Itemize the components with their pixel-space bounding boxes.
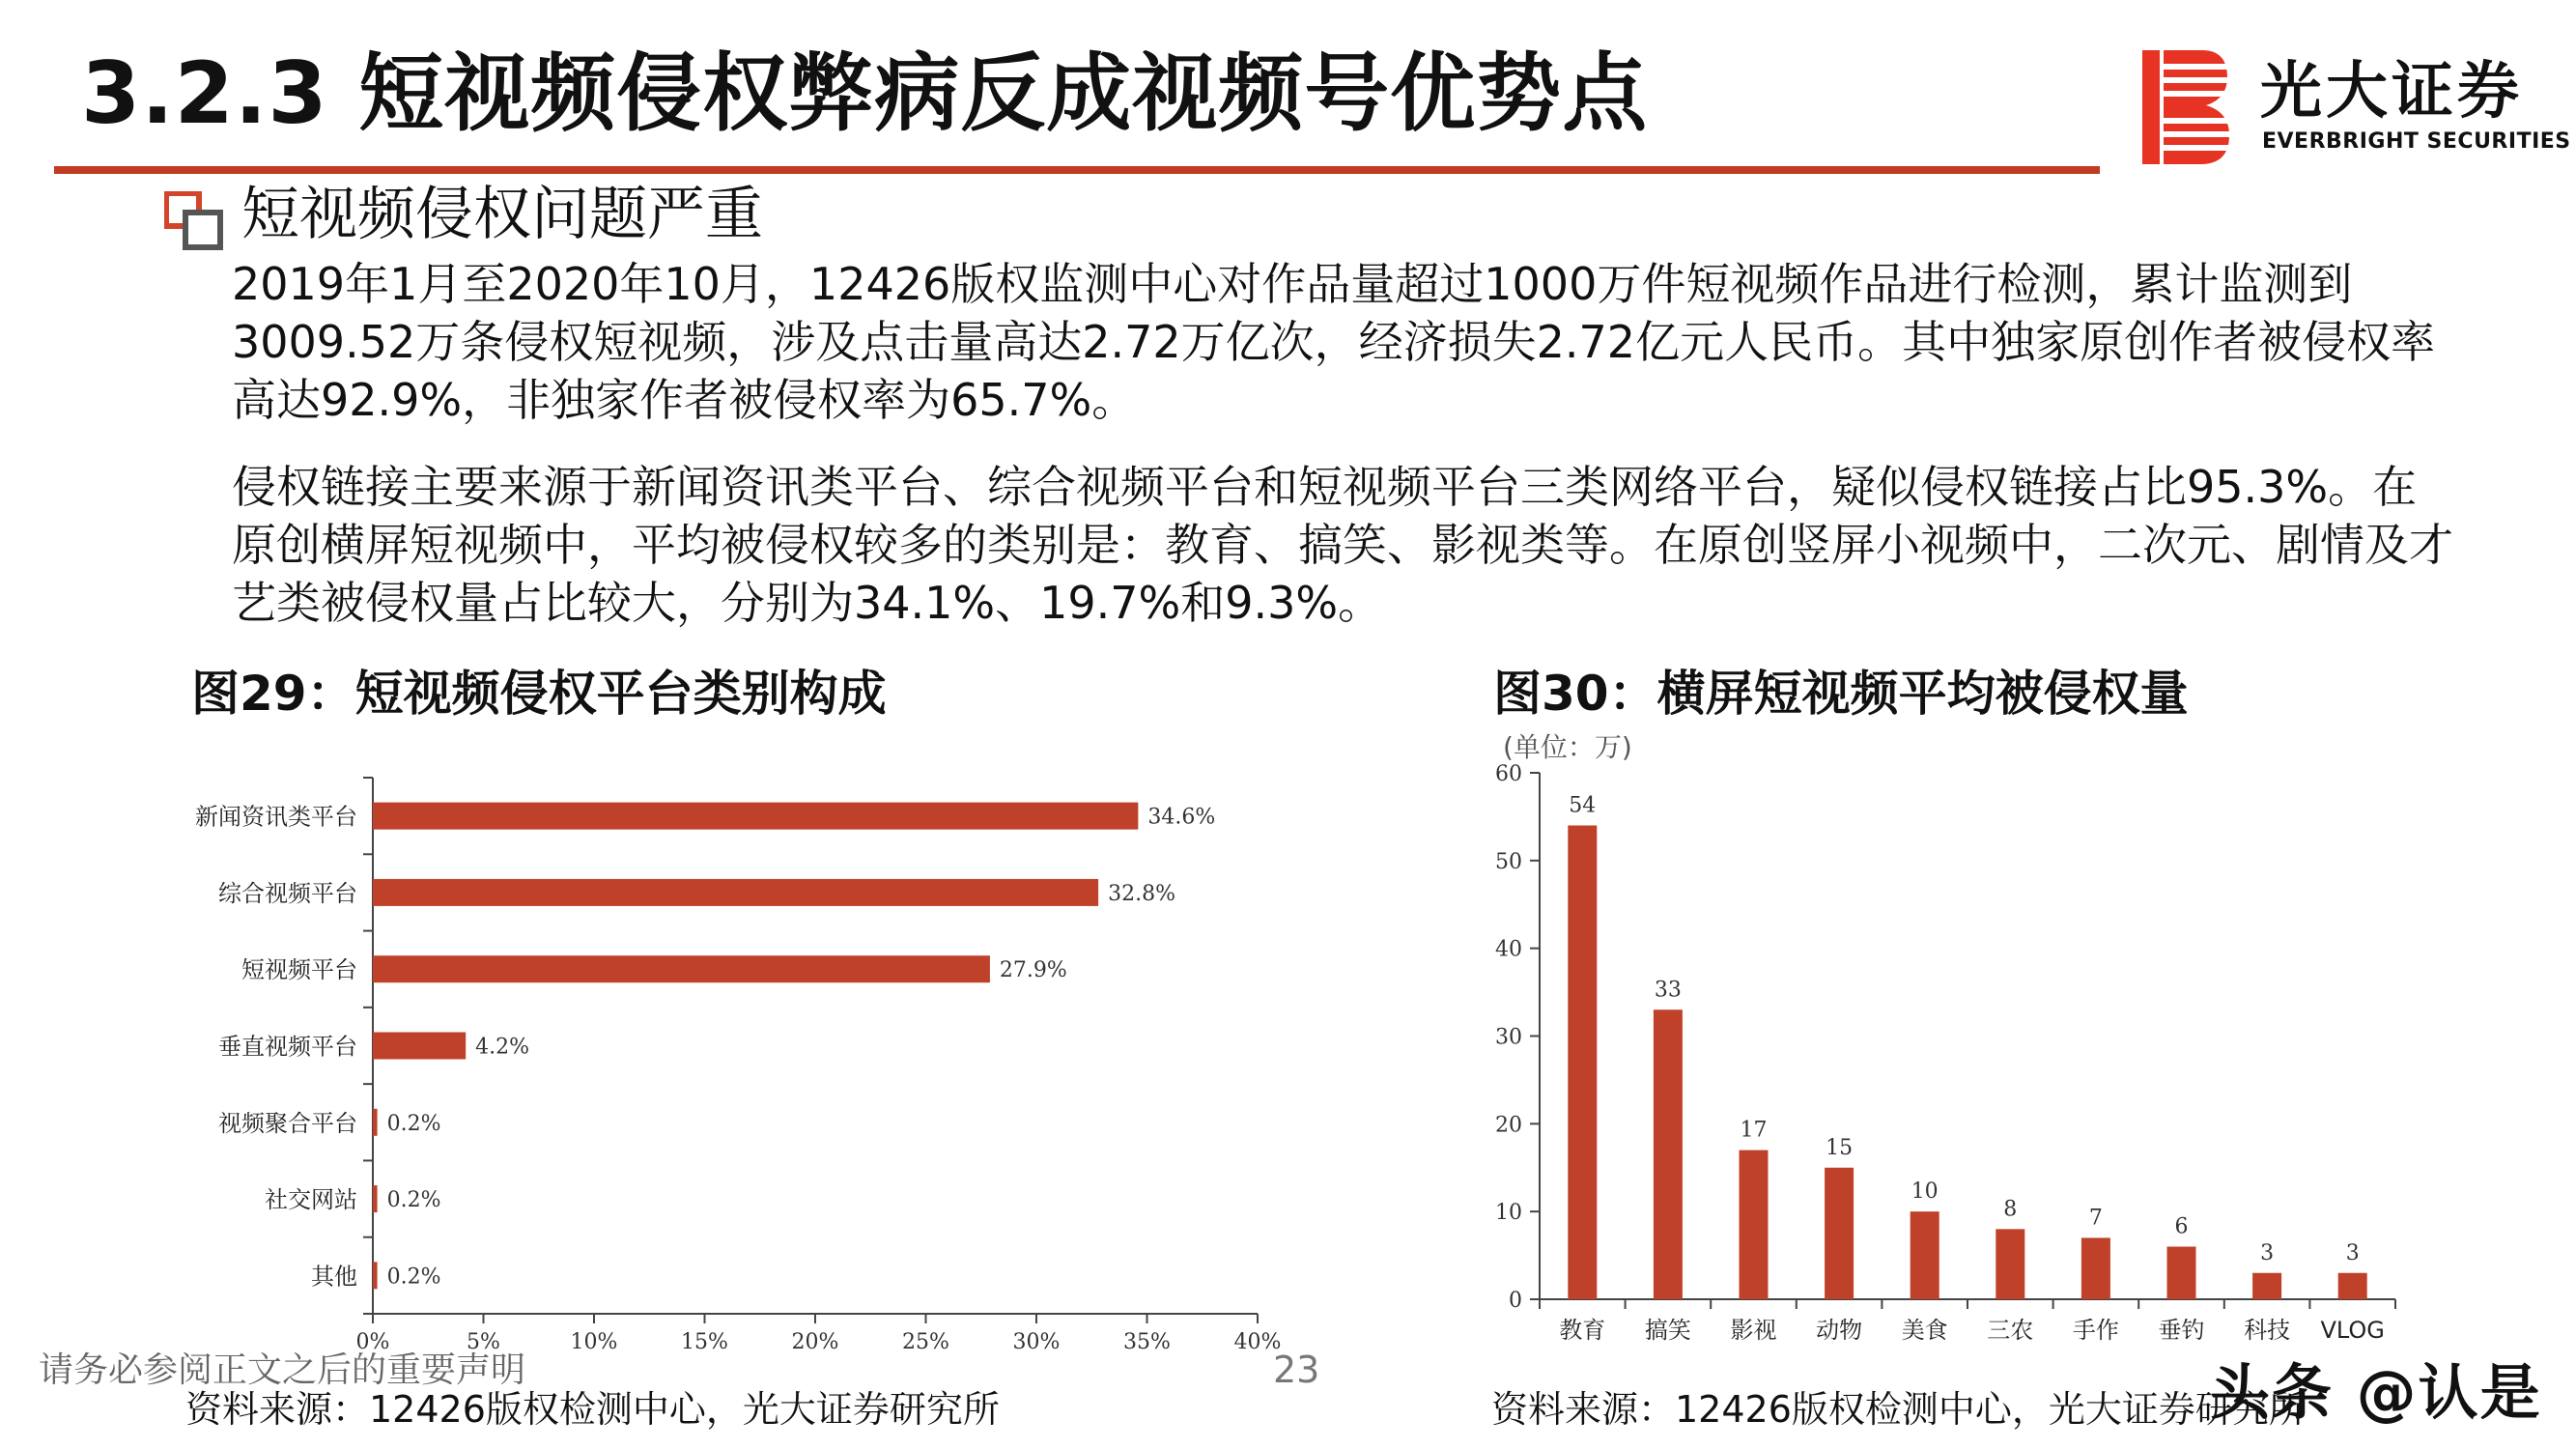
category-label: 垂直视频平台 [218, 1033, 357, 1061]
category-label: 手作 [2072, 1317, 2119, 1344]
everbright-logo-icon [2142, 50, 2229, 164]
bar [1911, 1211, 1939, 1299]
bar [1654, 1009, 1683, 1299]
data-label: 0.2% [386, 1264, 441, 1290]
category-label: 垂钓 [2158, 1317, 2205, 1344]
category-label: 社交网站 [265, 1186, 357, 1214]
category-label: 美食 [1901, 1317, 1948, 1344]
y-tick-label: 30 [1495, 1025, 1522, 1050]
bar [2167, 1247, 2196, 1300]
bar [373, 1185, 378, 1212]
x-tick-label: 20% [791, 1330, 839, 1354]
paragraph-infringement-sources: 侵权链接主要来源于新闻资讯类平台、综合视频平台和短视频平台三类网络平台，疑似侵权链接占比95.3%。在原创横屏短视频中，平均被侵权较多的类别是：教育、搞笑、影视类等。在原创竖屏小视频中，二次元、剧情及才艺类被侵权量占比较大，分别为34.1%、19.7%和9.3%。 [232, 461, 2453, 629]
y-tick-label: 50 [1495, 849, 1522, 874]
x-tick-label: 5% [467, 1330, 500, 1354]
figure-30-unit-label: (单位：万) [1503, 731, 1632, 763]
y-tick-label: 40 [1495, 937, 1522, 962]
x-tick-label: 30% [1012, 1330, 1061, 1354]
y-tick-label: 0 [1509, 1289, 1522, 1313]
bar [2081, 1237, 2110, 1299]
data-label: 8 [2003, 1197, 2018, 1222]
category-label: 影视 [1730, 1317, 1777, 1344]
x-tick-label: 10% [570, 1330, 618, 1354]
title-underline [54, 166, 2100, 174]
x-tick-label: 0% [355, 1330, 390, 1354]
y-tick-label: 20 [1495, 1113, 1522, 1138]
bar [373, 879, 1098, 906]
category-label: 搞笑 [1644, 1317, 1691, 1344]
data-label: 54 [1569, 793, 1597, 818]
page-title: 3.2.3 短视频侵权弊病反成视频号优势点 [81, 43, 1649, 143]
bar [1740, 1151, 1769, 1299]
bar [1825, 1168, 1854, 1299]
chart-platform-categories [145, 768, 1304, 1367]
x-tick-label: 35% [1123, 1330, 1171, 1354]
bar [1996, 1229, 2024, 1299]
data-label: 32.8% [1108, 881, 1176, 906]
category-label: 视频聚合平台 [218, 1109, 357, 1137]
x-tick-label: 15% [681, 1330, 728, 1354]
figure-30-source: 资料来源：12426版权检测中心，光大证券研究所 [1491, 1388, 2306, 1431]
data-label: 10 [1911, 1179, 1939, 1205]
category-label: 动物 [1816, 1317, 1863, 1344]
category-label: 其他 [311, 1263, 357, 1291]
data-label: 3 [2260, 1240, 2275, 1265]
section-heading: 短视频侵权问题严重 [241, 181, 763, 248]
data-label: 15 [1826, 1135, 1854, 1160]
bar [373, 1109, 378, 1136]
bar [373, 1033, 466, 1060]
data-label: 0.2% [386, 1111, 441, 1136]
data-label: 17 [1740, 1118, 1768, 1143]
category-label: VLOG [2320, 1317, 2385, 1344]
data-label: 0.2% [386, 1188, 441, 1213]
data-label: 7 [2088, 1206, 2103, 1231]
x-tick-label: 25% [902, 1330, 949, 1354]
y-tick-label: 10 [1495, 1201, 1522, 1226]
chart-avg-infringement [1468, 753, 2434, 1352]
category-label: 短视频平台 [241, 956, 357, 984]
bar [2252, 1273, 2281, 1299]
data-label: 34.6% [1147, 805, 1216, 830]
logo-name-cn: 光大证券 [2260, 56, 2523, 128]
data-label: 33 [1654, 978, 1682, 1003]
bar [373, 1262, 378, 1289]
category-label: 科技 [2244, 1317, 2291, 1344]
category-label: 综合视频平台 [218, 879, 357, 907]
figure-29-title: 图29：短视频侵权平台类别构成 [191, 666, 887, 722]
logo-name-en: EVERBRIGHT SECURITIES [2262, 129, 2571, 154]
bar [1568, 826, 1597, 1300]
category-label: 教育 [1559, 1317, 1606, 1344]
x-tick-label: 40% [1233, 1330, 1282, 1354]
category-label: 新闻资讯类平台 [195, 803, 357, 831]
disclaimer-text: 请务必参阅正文之后的重要声明 [39, 1350, 526, 1390]
paragraph-infringement-stats: 2019年1月至2020年10月，12426版权监测中心对作品量超过1000万件短视频作品进行检测，累计监测到3009.52万条侵权短视频，涉及点击量高达2.72万亿次，经济损失2.72亿元人民币。其中独家原创作者被侵权率高达92.9%，非独家作者被侵权率为65.7%。 [232, 258, 2436, 426]
data-label: 4.2% [475, 1035, 530, 1060]
data-label: 6 [2174, 1214, 2189, 1239]
bar [373, 803, 1138, 830]
figure-30-title: 图30：横屏短视频平均被侵权量 [1493, 666, 2189, 722]
figure-29-source: 资料来源：12426版权检测中心，光大证券研究所 [185, 1388, 1000, 1431]
data-label: 27.9% [999, 958, 1067, 983]
bar [2338, 1273, 2367, 1299]
data-label: 3 [2345, 1240, 2360, 1265]
page-number: 23 [1273, 1349, 1320, 1391]
y-tick-label: 60 [1495, 762, 1522, 786]
square-bullet-icon [164, 191, 224, 251]
category-label: 三农 [1987, 1317, 2034, 1344]
watermark-text: 头条 @认是 [2210, 1357, 2542, 1428]
bar [373, 955, 990, 982]
